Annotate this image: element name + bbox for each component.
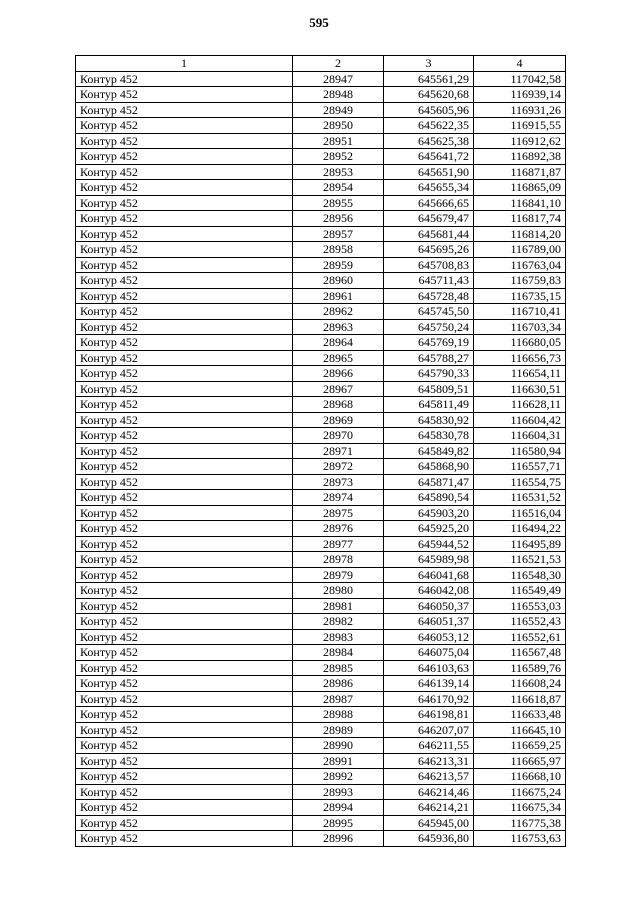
y-coordinate-cell: 116633,48 — [474, 707, 566, 723]
point-number-cell: 28967 — [293, 381, 384, 397]
y-coordinate-cell: 116618,87 — [474, 691, 566, 707]
contour-name-cell: Контур 452 — [76, 304, 293, 320]
y-coordinate-cell: 116703,34 — [474, 319, 566, 335]
x-coordinate-cell: 646214,46 — [384, 784, 474, 800]
y-coordinate-cell: 116735,15 — [474, 288, 566, 304]
point-number-cell: 28968 — [293, 397, 384, 413]
contour-name-cell: Контур 452 — [76, 815, 293, 831]
contour-name-cell: Контур 452 — [76, 459, 293, 475]
x-coordinate-cell: 645830,92 — [384, 412, 474, 428]
table-row — [76, 102, 566, 118]
table-row — [76, 645, 566, 661]
x-coordinate-cell: 645679,47 — [384, 211, 474, 227]
x-coordinate-cell: 645745,50 — [384, 304, 474, 320]
point-number-cell: 28974 — [293, 490, 384, 506]
contour-name-cell: Контур 452 — [76, 71, 293, 87]
contour-name-cell: Контур 452 — [76, 722, 293, 738]
point-number-cell: 28960 — [293, 273, 384, 289]
x-coordinate-cell: 646041,68 — [384, 567, 474, 583]
x-coordinate-cell: 645681,44 — [384, 226, 474, 242]
x-coordinate-cell: 646042,08 — [384, 583, 474, 599]
y-coordinate-cell: 116521,53 — [474, 552, 566, 568]
contour-name-cell: Контур 452 — [76, 273, 293, 289]
table-row — [76, 815, 566, 831]
point-number-cell: 28961 — [293, 288, 384, 304]
y-coordinate-cell: 116789,00 — [474, 242, 566, 258]
y-coordinate-cell: 116659,25 — [474, 738, 566, 754]
x-coordinate-cell: 645655,34 — [384, 180, 474, 196]
y-coordinate-cell: 116557,71 — [474, 459, 566, 475]
contour-name-cell: Контур 452 — [76, 164, 293, 180]
table-row — [76, 350, 566, 366]
page-number: 595 — [309, 15, 329, 30]
table-row — [76, 412, 566, 428]
table-row — [76, 707, 566, 723]
table-row — [76, 536, 566, 552]
table-row — [76, 459, 566, 475]
table-row — [76, 474, 566, 490]
point-number-cell: 28982 — [293, 614, 384, 630]
contour-name-cell: Контур 452 — [76, 598, 293, 614]
point-number-cell: 28947 — [293, 71, 384, 87]
point-number-cell: 28956 — [293, 211, 384, 227]
point-number-cell: 28981 — [293, 598, 384, 614]
contour-name-cell: Контур 452 — [76, 226, 293, 242]
point-number-cell: 28955 — [293, 195, 384, 211]
x-coordinate-cell: 646211,55 — [384, 738, 474, 754]
table-row — [76, 428, 566, 444]
table-row — [76, 800, 566, 816]
contour-name-cell: Контур 452 — [76, 691, 293, 707]
table-row — [76, 118, 566, 134]
table-row — [76, 722, 566, 738]
table-row — [76, 149, 566, 165]
contour-name-cell: Контур 452 — [76, 87, 293, 103]
y-coordinate-cell: 116516,04 — [474, 505, 566, 521]
x-coordinate-cell: 645695,26 — [384, 242, 474, 258]
point-number-cell: 28953 — [293, 164, 384, 180]
point-number-cell: 28989 — [293, 722, 384, 738]
point-number-cell: 28954 — [293, 180, 384, 196]
x-coordinate-cell: 645809,51 — [384, 381, 474, 397]
point-number-cell: 28976 — [293, 521, 384, 537]
table-row — [76, 784, 566, 800]
y-coordinate-cell: 116675,24 — [474, 784, 566, 800]
x-coordinate-cell: 646213,31 — [384, 753, 474, 769]
contour-name-cell: Контур 452 — [76, 769, 293, 785]
x-coordinate-cell: 645944,52 — [384, 536, 474, 552]
contour-name-cell: Контур 452 — [76, 567, 293, 583]
point-number-cell: 28973 — [293, 474, 384, 490]
point-number-cell: 28957 — [293, 226, 384, 242]
table-row — [76, 319, 566, 335]
point-number-cell: 28951 — [293, 133, 384, 149]
contour-name-cell: Контур 452 — [76, 335, 293, 351]
contour-name-cell: Контур 452 — [76, 676, 293, 692]
contour-name-cell: Контур 452 — [76, 319, 293, 335]
y-coordinate-cell: 116817,74 — [474, 211, 566, 227]
x-coordinate-cell: 646214,21 — [384, 800, 474, 816]
column-header-2: 2 — [293, 56, 384, 72]
contour-name-cell: Контур 452 — [76, 831, 293, 847]
table-row — [76, 71, 566, 87]
contour-name-cell: Контур 452 — [76, 118, 293, 134]
contour-name-cell: Контур 452 — [76, 102, 293, 118]
point-number-cell: 28980 — [293, 583, 384, 599]
point-number-cell: 28966 — [293, 366, 384, 382]
table-row — [76, 226, 566, 242]
y-coordinate-cell: 116668,10 — [474, 769, 566, 785]
x-coordinate-cell: 645903,20 — [384, 505, 474, 521]
y-coordinate-cell: 116604,42 — [474, 412, 566, 428]
contour-name-cell: Контур 452 — [76, 707, 293, 723]
point-number-cell: 28995 — [293, 815, 384, 831]
contour-name-cell: Контур 452 — [76, 753, 293, 769]
y-coordinate-cell: 116549,49 — [474, 583, 566, 599]
x-coordinate-cell: 645561,29 — [384, 71, 474, 87]
table-row — [76, 691, 566, 707]
point-number-cell: 28958 — [293, 242, 384, 258]
y-coordinate-cell: 116775,38 — [474, 815, 566, 831]
x-coordinate-cell: 645651,90 — [384, 164, 474, 180]
contour-name-cell: Контур 452 — [76, 133, 293, 149]
table-row — [76, 521, 566, 537]
x-coordinate-cell: 646075,04 — [384, 645, 474, 661]
y-coordinate-cell: 116495,89 — [474, 536, 566, 552]
x-coordinate-cell: 645605,96 — [384, 102, 474, 118]
table-row — [76, 769, 566, 785]
x-coordinate-cell: 646051,37 — [384, 614, 474, 630]
contour-name-cell: Контур 452 — [76, 645, 293, 661]
x-coordinate-cell: 646198,81 — [384, 707, 474, 723]
y-coordinate-cell: 116814,20 — [474, 226, 566, 242]
point-number-cell: 28969 — [293, 412, 384, 428]
contour-name-cell: Контур 452 — [76, 660, 293, 676]
contour-name-cell: Контур 452 — [76, 180, 293, 196]
point-number-cell: 28988 — [293, 707, 384, 723]
y-coordinate-cell: 116580,94 — [474, 443, 566, 459]
contour-name-cell: Контур 452 — [76, 474, 293, 490]
contour-name-cell: Контур 452 — [76, 242, 293, 258]
y-coordinate-cell: 116630,51 — [474, 381, 566, 397]
contour-name-cell: Контур 452 — [76, 629, 293, 645]
x-coordinate-cell: 646213,57 — [384, 769, 474, 785]
y-coordinate-cell: 116915,55 — [474, 118, 566, 134]
y-coordinate-cell: 116763,04 — [474, 257, 566, 273]
y-coordinate-cell: 116675,34 — [474, 800, 566, 816]
contour-name-cell: Контур 452 — [76, 397, 293, 413]
contour-name-cell: Контур 452 — [76, 521, 293, 537]
table-row — [76, 443, 566, 459]
table-row — [76, 629, 566, 645]
contour-name-cell: Контур 452 — [76, 536, 293, 552]
point-number-cell: 28979 — [293, 567, 384, 583]
x-coordinate-cell: 645945,00 — [384, 815, 474, 831]
x-coordinate-cell: 645989,98 — [384, 552, 474, 568]
x-coordinate-cell: 645711,43 — [384, 273, 474, 289]
x-coordinate-cell: 645830,78 — [384, 428, 474, 444]
table-row — [76, 288, 566, 304]
table-row — [76, 397, 566, 413]
column-header-3: 3 — [384, 56, 474, 72]
contour-name-cell: Контур 452 — [76, 195, 293, 211]
y-coordinate-cell: 116494,22 — [474, 521, 566, 537]
column-header-4: 4 — [474, 56, 566, 72]
y-coordinate-cell: 116604,31 — [474, 428, 566, 444]
point-number-cell: 28959 — [293, 257, 384, 273]
contour-name-cell: Контур 452 — [76, 381, 293, 397]
y-coordinate-cell: 116645,10 — [474, 722, 566, 738]
point-number-cell: 28984 — [293, 645, 384, 661]
point-number-cell: 28970 — [293, 428, 384, 444]
table-row — [76, 366, 566, 382]
y-coordinate-cell: 116608,24 — [474, 676, 566, 692]
contour-name-cell: Контур 452 — [76, 350, 293, 366]
contour-name-cell: Контур 452 — [76, 288, 293, 304]
point-number-cell: 28978 — [293, 552, 384, 568]
x-coordinate-cell: 645890,54 — [384, 490, 474, 506]
x-coordinate-cell: 646170,92 — [384, 691, 474, 707]
y-coordinate-cell: 116931,26 — [474, 102, 566, 118]
point-number-cell: 28992 — [293, 769, 384, 785]
y-coordinate-cell: 116865,09 — [474, 180, 566, 196]
table-row — [76, 164, 566, 180]
table-row — [76, 87, 566, 103]
point-number-cell: 28991 — [293, 753, 384, 769]
contour-name-cell: Контур 452 — [76, 443, 293, 459]
contour-name-cell: Контур 452 — [76, 738, 293, 754]
y-coordinate-cell: 117042,58 — [474, 71, 566, 87]
contour-name-cell: Контур 452 — [76, 366, 293, 382]
point-number-cell: 28952 — [293, 149, 384, 165]
point-number-cell: 28987 — [293, 691, 384, 707]
coordinates-table — [75, 55, 566, 847]
contour-name-cell: Контур 452 — [76, 149, 293, 165]
point-number-cell: 28950 — [293, 118, 384, 134]
y-coordinate-cell: 116912,62 — [474, 133, 566, 149]
table-row — [76, 257, 566, 273]
table-row — [76, 133, 566, 149]
x-coordinate-cell: 645868,90 — [384, 459, 474, 475]
table-row — [76, 676, 566, 692]
x-coordinate-cell: 645790,33 — [384, 366, 474, 382]
table-row — [76, 304, 566, 320]
y-coordinate-cell: 116841,10 — [474, 195, 566, 211]
y-coordinate-cell: 116553,03 — [474, 598, 566, 614]
y-coordinate-cell: 116589,76 — [474, 660, 566, 676]
contour-name-cell: Контур 452 — [76, 490, 293, 506]
table-row — [76, 583, 566, 599]
table-row — [76, 335, 566, 351]
point-number-cell: 28949 — [293, 102, 384, 118]
point-number-cell: 28983 — [293, 629, 384, 645]
y-coordinate-cell: 116654,11 — [474, 366, 566, 382]
point-number-cell: 28962 — [293, 304, 384, 320]
table-body — [76, 71, 566, 846]
x-coordinate-cell: 645936,80 — [384, 831, 474, 847]
point-number-cell: 28985 — [293, 660, 384, 676]
table-row — [76, 242, 566, 258]
x-coordinate-cell: 645871,47 — [384, 474, 474, 490]
y-coordinate-cell: 116552,43 — [474, 614, 566, 630]
table-row — [76, 490, 566, 506]
y-coordinate-cell: 116548,30 — [474, 567, 566, 583]
x-coordinate-cell: 645769,19 — [384, 335, 474, 351]
point-number-cell: 28972 — [293, 459, 384, 475]
y-coordinate-cell: 116567,48 — [474, 645, 566, 661]
y-coordinate-cell: 116680,05 — [474, 335, 566, 351]
x-coordinate-cell: 645925,20 — [384, 521, 474, 537]
table-row — [76, 567, 566, 583]
y-coordinate-cell: 116552,61 — [474, 629, 566, 645]
y-coordinate-cell: 116892,38 — [474, 149, 566, 165]
y-coordinate-cell: 116531,52 — [474, 490, 566, 506]
y-coordinate-cell: 116554,75 — [474, 474, 566, 490]
y-coordinate-cell: 116759,83 — [474, 273, 566, 289]
table-header — [76, 56, 566, 72]
x-coordinate-cell: 645728,48 — [384, 288, 474, 304]
contour-name-cell: Контур 452 — [76, 784, 293, 800]
contour-name-cell: Контур 452 — [76, 505, 293, 521]
point-number-cell: 28975 — [293, 505, 384, 521]
table-row — [76, 381, 566, 397]
table-row — [76, 738, 566, 754]
contour-name-cell: Контур 452 — [76, 583, 293, 599]
point-number-cell: 28971 — [293, 443, 384, 459]
x-coordinate-cell: 645708,83 — [384, 257, 474, 273]
x-coordinate-cell: 646139,14 — [384, 676, 474, 692]
point-number-cell: 28993 — [293, 784, 384, 800]
table-row — [76, 180, 566, 196]
table-row — [76, 831, 566, 847]
x-coordinate-cell: 645788,27 — [384, 350, 474, 366]
x-coordinate-cell: 645622,35 — [384, 118, 474, 134]
x-coordinate-cell: 646103,63 — [384, 660, 474, 676]
table-row — [76, 552, 566, 568]
point-number-cell: 28994 — [293, 800, 384, 816]
y-coordinate-cell: 116665,97 — [474, 753, 566, 769]
table-row — [76, 505, 566, 521]
contour-name-cell: Контур 452 — [76, 552, 293, 568]
contour-name-cell: Контур 452 — [76, 800, 293, 816]
y-coordinate-cell: 116871,87 — [474, 164, 566, 180]
point-number-cell: 28963 — [293, 319, 384, 335]
header-row — [76, 56, 566, 72]
x-coordinate-cell: 646050,37 — [384, 598, 474, 614]
contour-name-cell: Контур 452 — [76, 211, 293, 227]
x-coordinate-cell: 645641,72 — [384, 149, 474, 165]
y-coordinate-cell: 116939,14 — [474, 87, 566, 103]
point-number-cell: 28948 — [293, 87, 384, 103]
contour-name-cell: Контур 452 — [76, 428, 293, 444]
table-row — [76, 753, 566, 769]
table-row — [76, 273, 566, 289]
table-row — [76, 211, 566, 227]
y-coordinate-cell: 116628,11 — [474, 397, 566, 413]
x-coordinate-cell: 646207,07 — [384, 722, 474, 738]
point-number-cell: 28986 — [293, 676, 384, 692]
y-coordinate-cell: 116656,73 — [474, 350, 566, 366]
y-coordinate-cell: 116710,41 — [474, 304, 566, 320]
x-coordinate-cell: 645620,68 — [384, 87, 474, 103]
x-coordinate-cell: 645811,49 — [384, 397, 474, 413]
point-number-cell: 28996 — [293, 831, 384, 847]
x-coordinate-cell: 645849,82 — [384, 443, 474, 459]
contour-name-cell: Контур 452 — [76, 257, 293, 273]
table-row — [76, 660, 566, 676]
column-header-1: 1 — [76, 56, 293, 72]
table-row — [76, 195, 566, 211]
contour-name-cell: Контур 452 — [76, 614, 293, 630]
table-row — [76, 614, 566, 630]
point-number-cell: 28965 — [293, 350, 384, 366]
x-coordinate-cell: 645666,65 — [384, 195, 474, 211]
y-coordinate-cell: 116753,63 — [474, 831, 566, 847]
point-number-cell: 28990 — [293, 738, 384, 754]
x-coordinate-cell: 645750,24 — [384, 319, 474, 335]
point-number-cell: 28964 — [293, 335, 384, 351]
x-coordinate-cell: 645625,38 — [384, 133, 474, 149]
x-coordinate-cell: 646053,12 — [384, 629, 474, 645]
table-row — [76, 598, 566, 614]
contour-name-cell: Контур 452 — [76, 412, 293, 428]
point-number-cell: 28977 — [293, 536, 384, 552]
